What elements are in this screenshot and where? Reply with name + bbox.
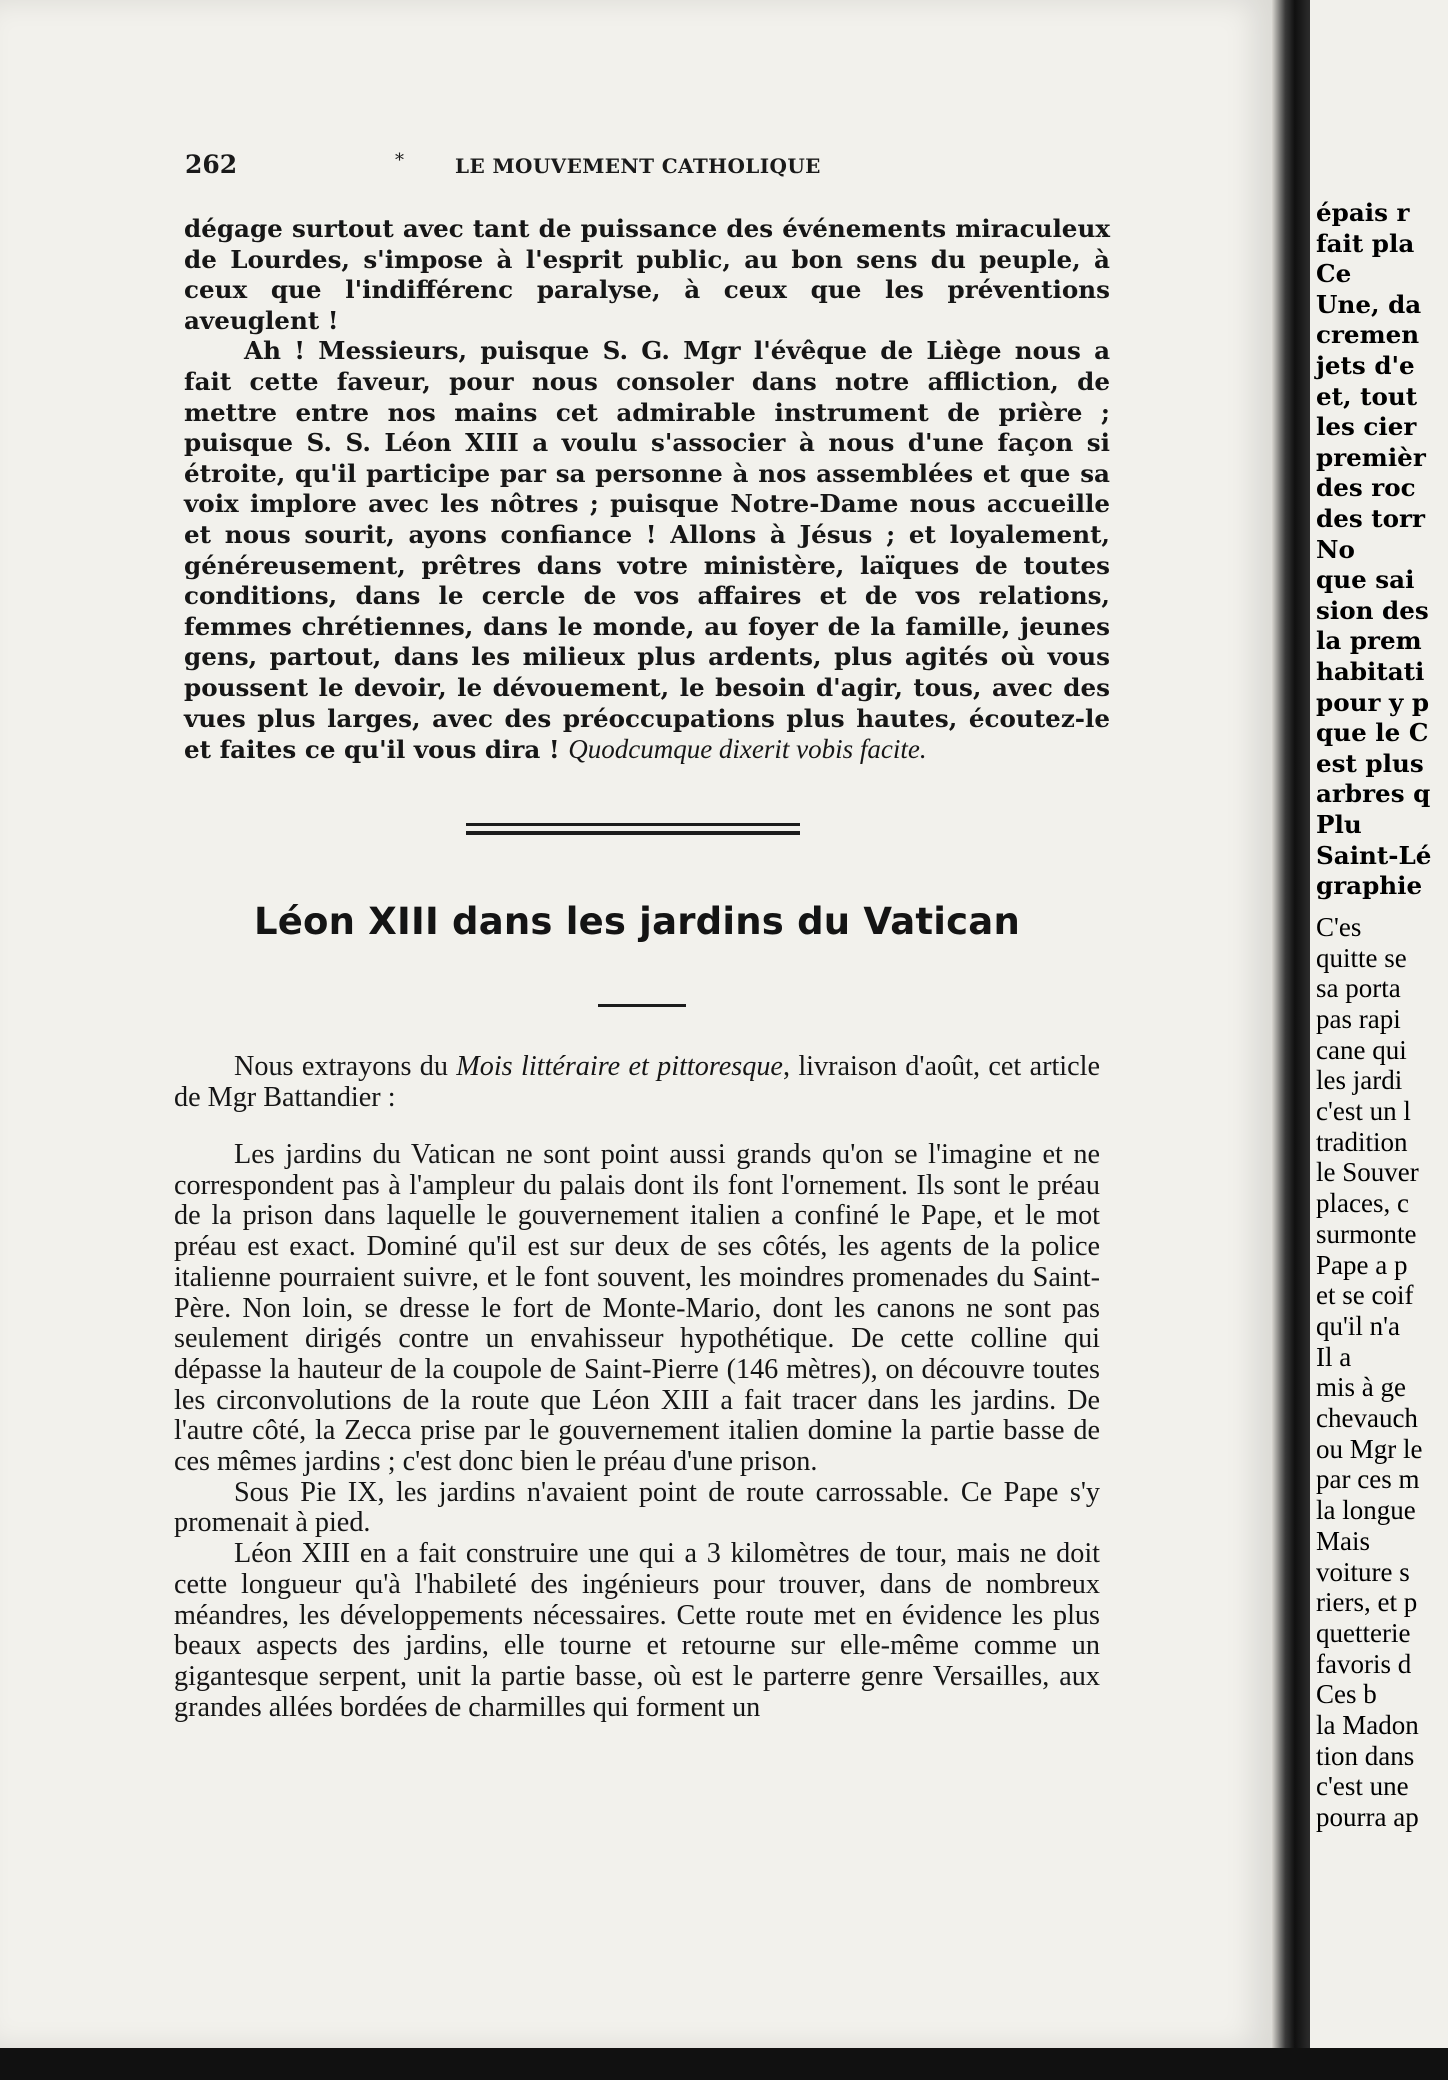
article-intro-before: Nous extrayons du: [234, 1051, 457, 1082]
right-page-line: et se coif: [1316, 1280, 1414, 1311]
right-page-line: Plu: [1316, 810, 1362, 839]
article-intro-after: , livraison d'août, cet article de Mgr Battandier :: [174, 1051, 1100, 1113]
intro-paragraph-1: dégage surtout avec tant de puissance des événements miraculeux de Lourdes, s'impose à l'esprit public, au bon sens du peuple, à ceux que l'indifférenc paralyse, à ceux que les préventions aveuglent !: [184, 214, 1110, 335]
source-publication-title: Mois littéraire et pittoresque: [456, 1051, 783, 1082]
right-page-text-fragments: [1316, 0, 1448, 2048]
right-page-line: habitati: [1316, 657, 1425, 686]
right-page-line: que sai: [1316, 565, 1415, 595]
right-page-line: fait pla: [1316, 228, 1415, 258]
right-page-line: Saint-Lé: [1316, 840, 1432, 870]
journal-title: LE MOUVEMENT CATHOLIQUE: [455, 154, 821, 178]
right-page-line: voiture s: [1316, 1556, 1410, 1587]
article-body: [174, 1140, 1100, 1723]
article-title: Léon XIII dans les jardins du Vatican: [253, 900, 1020, 943]
right-page-line: surmonte: [1316, 1218, 1417, 1249]
right-page-line: jets d'e: [1316, 351, 1415, 380]
right-page-line: les cier: [1316, 412, 1417, 442]
right-page-line: riers, et p: [1316, 1587, 1418, 1618]
article-paragraph-3: Léon XIII en a fait construire une qui a 3 kilomètres de tour, mais ne doit cette longueur qu'à l'habileté des ingénieurs pour trouver, dans de nombreux méandres, les développements nécessaires. Cette route met en évidence les plus beaux aspects des jardins, elle tourne et retourne sur elle-même comme un gigantesque serpent, unit la partie basse, où est le parterre genre Versailles, aux grandes allées bordées de charmilles qui forment un: [174, 1538, 1100, 1723]
right-page-line: la longue: [1316, 1495, 1416, 1526]
article-paragraph-1: Les jardins du Vatican ne sont point aussi grands qu'on se l'imagine et ne correspondent pas à l'ampleur du palais dont ils font l'ornement. Ils sont le préau de la prison dans laquelle le gouvernement italien a confiné le Pape, et le mot préau est exact. Dominé qu'il est sur deux de ses côtés, les agents de la police italienne pourraient suivre, et le font souvent, les moindres promenades du Saint-Père. Non loin, se dresse le fort de Monte-Mario, dont les canons ne sont pas seulement dirigés contre un envahisseur hypothétique. De cette colline qui dépasse la hauteur de la coupole de Saint-Pierre (146 mètres), on découvre toutes les circonvolutions de la route que Léon XIII a fait tracer dans les jardins. De l'autre côté, la Zecca prise par le gouvernement italien domine la partie basse de ces mêmes jardins ; c'est donc bien le préau d'une prison.: [174, 1139, 1100, 1478]
intro-paragraph-2: [184, 336, 1110, 765]
intro-text-block: [184, 214, 1110, 766]
right-page-line: la Madon: [1316, 1710, 1419, 1740]
right-page-line: tion dans: [1316, 1740, 1415, 1771]
right-page-line: sa porta: [1316, 973, 1401, 1004]
right-page-line: Une, da: [1316, 289, 1422, 319]
intro-paragraph-2-text: Ah ! Messieurs, puisque S. G. Mgr l'évêque de Liège nous a fait cette faveur, pour nous consoler dans notre affliction, de mettre entre nos mains cet admirable instrument de prière ; puisque S. S. Léon XIII a voulu s'associer à nous d'une façon si étroite, qu'il participe par sa personne à nos assemblées et que sa voix implore avec les nôtres ; puisque Notre-Dame nous accueille et nous sourit, ayons confiance ! Allons à Jésus ; et loyalement, généreusement, prêtres dans votre ministère, laïques de toutes conditions, dans le cercle de vos affaires et de vos relations, femmes chrétiennes, dans le monde, au foyer de la famille, jeunes gens, partout, dans les milieux plus ardents, plus agités où vous poussent le devoir, le dévouement, le besoin d'agir, tous, avec des vues plus larges, avec des préoccupations plus hautes, écoutez-le et faites ce qu'il vous dira !: [184, 336, 1110, 765]
right-book-page-edge: [1310, 0, 1448, 2048]
right-page-line: chevauch: [1316, 1403, 1418, 1433]
right-page-line: pour y p: [1316, 687, 1430, 717]
book-gutter: [1272, 0, 1310, 2048]
latin-quotation: Quodcumque dixerit vobis facite.: [568, 734, 927, 765]
article-intro: [174, 1052, 1100, 1113]
scan-bottom-edge: [0, 2048, 1448, 2080]
page-number: 262: [185, 150, 238, 179]
right-page-line: premièr: [1316, 442, 1426, 472]
running-head: [185, 150, 1125, 184]
right-page-line: pas rapi: [1316, 1003, 1401, 1034]
right-page-line: sion des: [1316, 595, 1429, 625]
ornament-mark: *: [395, 150, 404, 171]
right-page-line: des torr: [1316, 504, 1425, 533]
rule-thick: [466, 831, 800, 835]
right-page-line: graphie: [1316, 871, 1423, 901]
right-page-line: No: [1316, 534, 1355, 564]
right-page-line: par ces m: [1316, 1464, 1420, 1495]
right-page-line: Ces b: [1316, 1679, 1377, 1710]
right-page-line: qu'il n'a: [1316, 1310, 1400, 1341]
right-page-line: c'est une: [1316, 1771, 1409, 1802]
right-page-line: est plus: [1316, 748, 1424, 778]
article-intro-paragraph: [174, 1052, 1100, 1113]
section-double-rule: [466, 823, 800, 835]
right-page-line: Pape a p: [1316, 1249, 1408, 1280]
right-page-line: le Souver: [1316, 1157, 1419, 1188]
right-page-line: quetterie: [1316, 1617, 1411, 1648]
right-page-line: Ce: [1316, 259, 1352, 289]
right-page-line: tradition: [1316, 1126, 1408, 1157]
right-page-line: la prem: [1316, 626, 1422, 656]
title-short-rule: [598, 1004, 686, 1007]
right-page-line: C'es: [1316, 911, 1362, 942]
right-page-line: les jardi: [1316, 1065, 1403, 1096]
right-page-line: favoris d: [1316, 1648, 1412, 1679]
right-page-line: épais r: [1316, 198, 1410, 227]
right-page-line: Il a: [1316, 1341, 1352, 1372]
right-page-line: ou Mgr le: [1316, 1433, 1423, 1464]
right-page-line: quitte se: [1316, 942, 1407, 973]
right-page-line: mis à ge: [1316, 1372, 1406, 1403]
right-page-line: arbres q: [1316, 779, 1431, 809]
right-page-line: c'est un l: [1316, 1096, 1411, 1126]
right-page-line: cremen: [1316, 320, 1420, 350]
right-page-line: Mais: [1316, 1525, 1370, 1556]
right-page-line: et, tout: [1316, 381, 1418, 411]
right-page-line: cane qui: [1316, 1034, 1407, 1065]
right-page-line: places, c: [1316, 1188, 1409, 1219]
right-page-line: des roc: [1316, 473, 1416, 503]
rule-thin: [466, 823, 800, 826]
right-page-line: pourra ap: [1316, 1802, 1419, 1833]
right-page-line: que le C: [1316, 718, 1429, 748]
article-paragraph-2: Sous Pie IX, les jardins n'avaient point de route carrossable. Ce Pape s'y promenait à pied.: [174, 1476, 1100, 1539]
